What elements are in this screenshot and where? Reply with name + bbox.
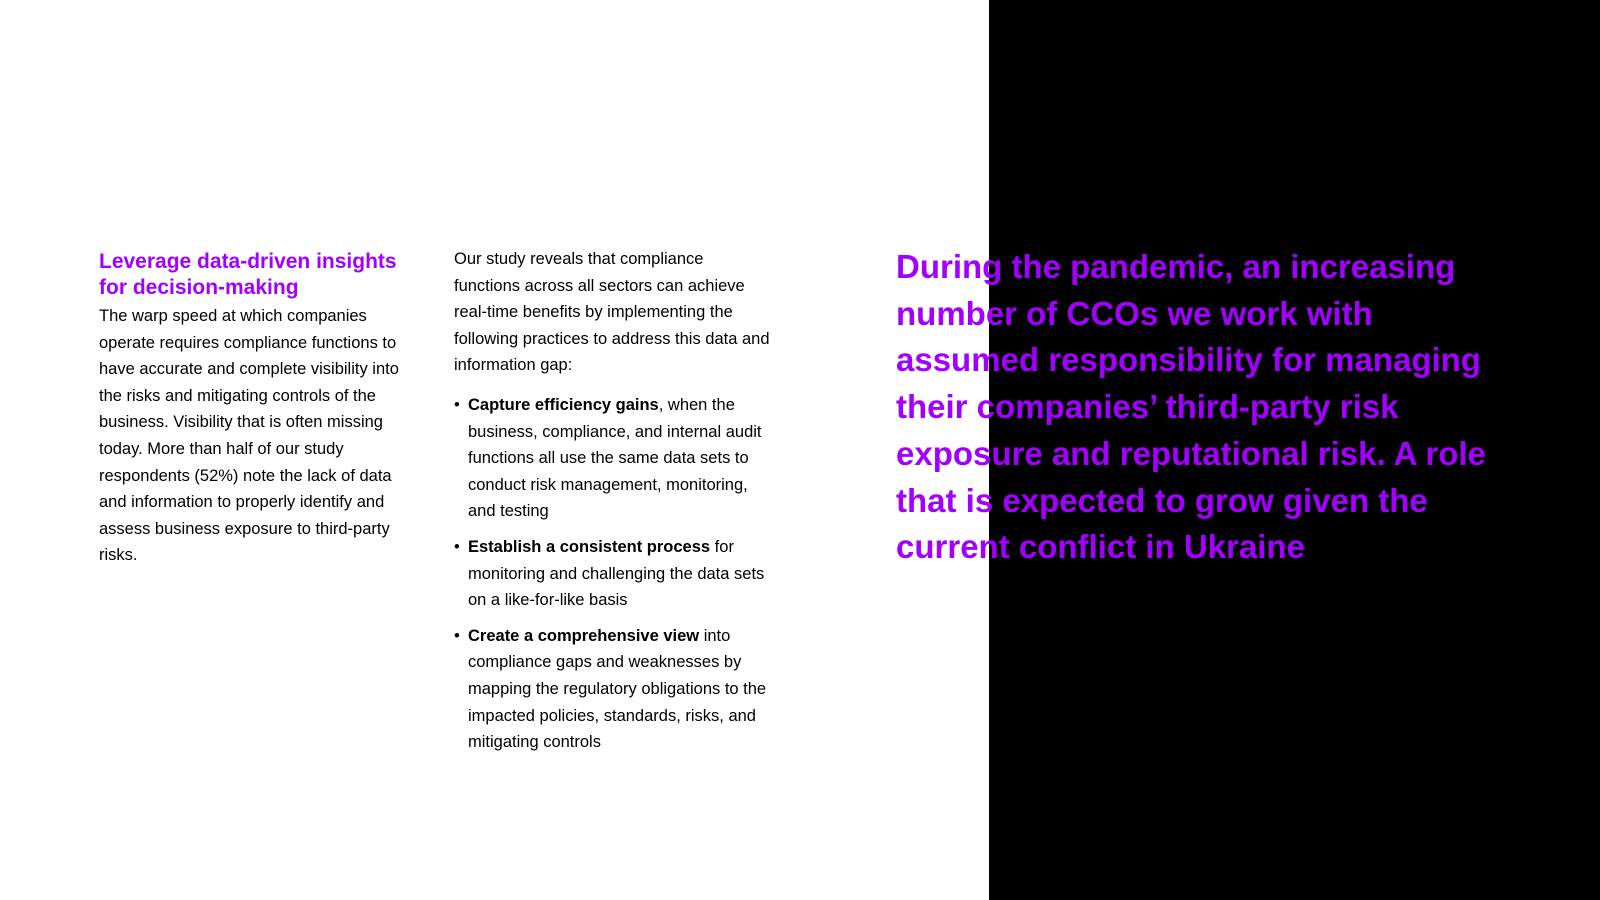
bullet-icon: • — [454, 537, 460, 556]
bullet-icon: • — [454, 395, 460, 414]
section-body-text: The warp speed at which companies operate requires compliance functions to have accurate and complete visibility into the risks and mitigating controls of the business. Visibility that is often missing today. More than half of our study respondents (52%) note the lack of data and information to properly identify and assess business exposure to third-party risks. — [99, 307, 399, 565]
list-item-lead: Create a comprehensive view — [468, 626, 700, 645]
list-item-lead: Capture efficiency gains — [468, 395, 659, 414]
left-column — [99, 249, 421, 569]
practices-list — [454, 392, 772, 756]
section-heading: Leverage data-driven insights for decision-making — [99, 250, 397, 299]
middle-column — [454, 246, 772, 765]
list-item-text: , when the business, compliance, and internal audit functions all use the same data sets to conduct risk management, monitoring, and testing — [468, 395, 762, 521]
bullet-icon: • — [454, 626, 460, 645]
list-item-lead: Establish a consistent process — [468, 537, 711, 556]
list-item-text: into compliance gaps and weaknesses by mapping the regulatory obligations to the impacted policies, standards, risks, and mitigating controls — [468, 626, 767, 752]
practices-intro: Our study reveals that compliance functions across all sectors can achieve real-time benefits by implementing the following practices to address this data and information gap: — [454, 250, 770, 375]
list-item-text: for monitoring and challenging the data sets on a like-for-like basis — [468, 537, 765, 610]
list-item — [454, 534, 772, 614]
list-item — [454, 623, 772, 756]
pull-quote: During the pandemic, an increasing number of CCOs we work with assumed responsibility for managing their companies’ third-party risk exposure and reputational risk. A role that is expected to grow given the current conflict in Ukraine — [896, 248, 1486, 566]
list-item — [454, 392, 772, 525]
